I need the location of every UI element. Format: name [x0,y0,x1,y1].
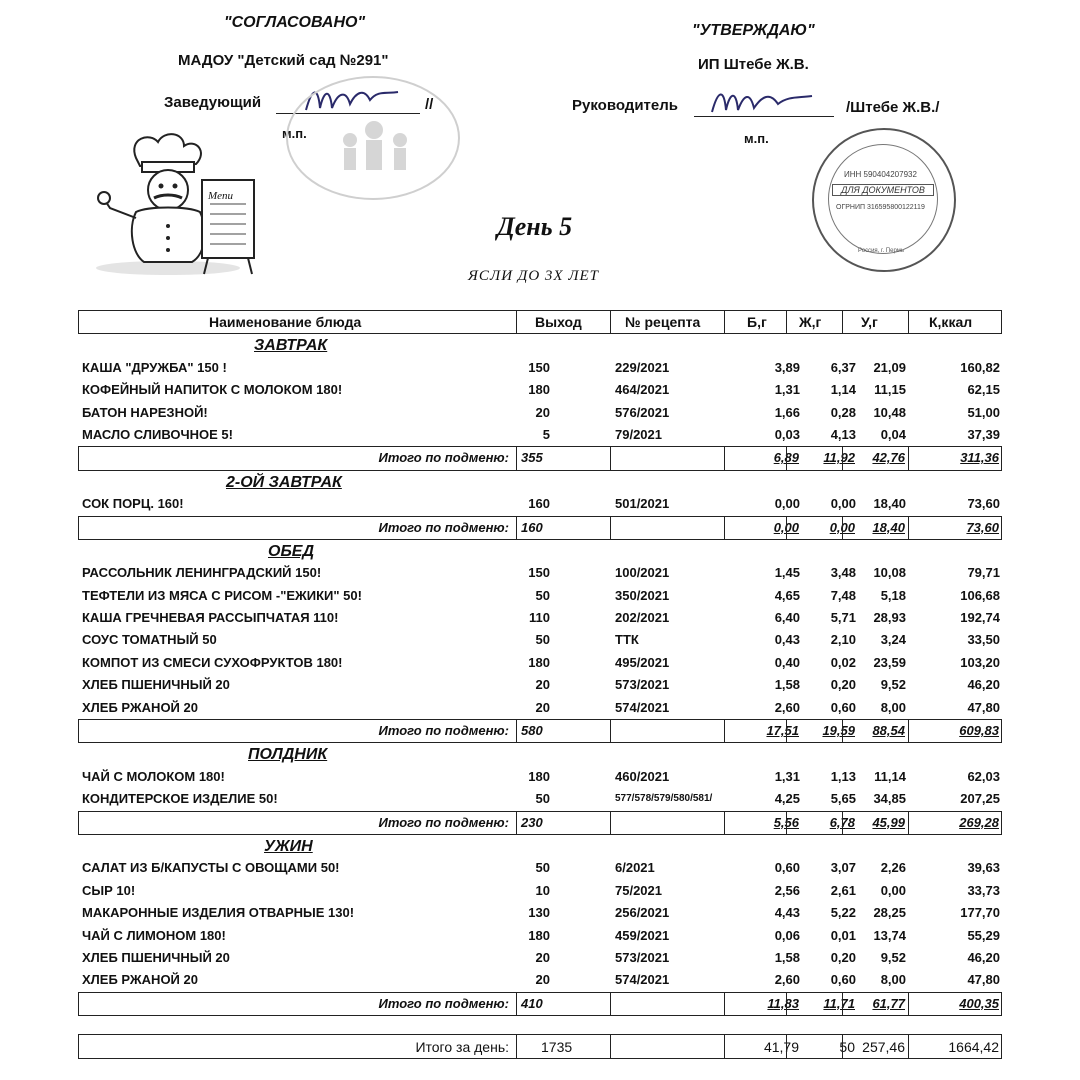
dish-proteins: 3,89 [774,359,800,375]
dish-row [78,766,1002,788]
dish-proteins: 2,56 [774,882,800,898]
left-stamp-place: м.п. [282,126,307,141]
column-divider [842,812,843,834]
dish-output: 150 [528,565,550,581]
dish-output: 180 [528,927,550,943]
dish-calories: 39,63 [967,860,1000,876]
dish-output: 180 [528,768,550,784]
dish-name: КОМПОТ ИЗ СМЕСИ СУХОФРУКТОВ 180! [82,654,343,670]
dish-name: ХЛЕБ ПШЕНИЧНЫЙ 20 [82,677,230,693]
day-total-row [78,1034,1002,1058]
column-divider [724,812,725,834]
subtotal-row [78,516,1002,540]
dish-name: МАСЛО СЛИВОЧНОЕ 5! [82,426,233,442]
dish-name: ХЛЕБ РЖАНОЙ 20 [82,699,198,715]
dish-recipe-number: 577/578/579/580/581/ [615,793,713,805]
dish-proteins: 1,58 [774,677,800,693]
subtotal-label: Итого по подменю: [378,450,509,466]
dish-recipe-number: 75/2021 [615,882,662,898]
column-divider [610,720,611,742]
column-divider [516,517,517,539]
subtotal-proteins: 0,00 [773,519,799,535]
dish-name: ЧАЙ С ЛИМОНОМ 180! [82,927,226,943]
dish-fats: 2,10 [830,632,856,648]
column-divider [842,517,843,539]
dish-fats: 6,37 [830,359,856,375]
day-total-calories: 1664,42 [948,1039,999,1056]
dish-fats: 0,60 [830,972,856,988]
dish-output: 110 [529,610,550,626]
dish-fats: 0,60 [830,699,856,715]
subtotal-carbs: 45,99 [872,814,905,830]
dish-output: 20 [535,677,550,693]
dish-fats: 2,61 [830,882,856,898]
dish-carbs: 34,85 [873,791,906,807]
dish-carbs: 8,00 [880,699,906,715]
stamp-for-documents: ДЛЯ ДОКУМЕНТОВ [832,184,934,196]
children-emblem-icon [288,78,458,198]
dish-proteins: 6,40 [774,610,800,626]
subtotal-output: 580 [521,723,543,739]
dish-recipe-number: 202/2021 [615,610,670,626]
subtotal-carbs: 61,77 [872,995,905,1011]
dish-output: 180 [528,654,550,670]
dish-name: РАССОЛЬНИК ЛЕНИНГРАДСКИЙ 150! [82,565,322,581]
dish-carbs: 9,52 [880,949,906,965]
column-divider [610,993,611,1015]
dish-name: КАША ГРЕЧНЕВАЯ РАССЫПЧАТАЯ 110! [82,610,339,626]
dish-row [78,424,1002,446]
dish-proteins: 0,60 [774,860,800,876]
dish-calories: 73,60 [967,496,1000,512]
dish-proteins: 0,03 [774,426,800,442]
chef-illustration [88,128,278,280]
dish-output: 50 [535,632,550,648]
dish-name: СЫР 10! [82,882,136,898]
table-header-row [78,310,1002,334]
subtotal-output: 355 [521,450,543,466]
dish-output: 20 [535,699,550,715]
dish-row [78,925,1002,947]
column-divider [908,812,909,834]
dish-fats: 4,13 [830,426,856,442]
column-divider [842,720,843,742]
dish-carbs: 11,15 [874,382,906,398]
approval-left-title: "СОГЛАСОВАНО" [224,14,366,31]
dish-output: 10 [535,882,550,898]
dish-fats: 1,14 [830,382,856,398]
dish-carbs: 21,09 [873,359,906,375]
header-output: Выход [535,314,582,330]
dish-row [78,402,1002,424]
stamp-ogrn: ОГРНИП 316595800122119 [836,204,925,211]
dish-row [78,629,1002,651]
dish-carbs: 0,04 [880,426,906,442]
dish-name: БАТОН НАРЕЗНОЙ! [82,404,208,420]
column-divider [516,812,517,834]
dish-fats: 0,20 [830,949,856,965]
dish-row [78,357,1002,379]
column-divider [786,517,787,539]
right-stamp-place: м.п. [744,131,769,146]
dish-calories: 62,15 [967,382,1000,398]
column-divider [786,812,787,834]
dish-proteins: 1,45 [774,565,800,581]
dish-calories: 37,39 [967,426,1000,442]
dish-recipe-number: 576/2021 [615,404,670,420]
dish-proteins: 0,06 [774,927,800,943]
dish-fats: 5,71 [830,610,856,626]
dish-proteins: 0,00 [774,496,800,512]
header-calories: К,ккал [929,314,973,330]
company-stamp [812,128,956,272]
column-divider [516,993,517,1015]
dish-output: 50 [535,860,550,876]
dish-row [78,652,1002,674]
menu-sections [78,334,1002,1016]
subtotal-carbs: 88,54 [872,723,905,739]
column-divider [786,720,787,742]
dish-recipe-number: 495/2021 [615,654,670,670]
director-signer-label: Руководитель [572,97,678,114]
dish-output: 160 [528,496,550,512]
section-title: ПОЛДНИК [248,746,328,764]
entrepreneur-name: ИП Штебе Ж.В. [698,56,809,73]
company-stamp-inner [828,144,938,254]
dish-row [78,607,1002,629]
column-divider [908,993,909,1015]
subtotal-proteins: 11,83 [767,995,799,1011]
dish-fats: 0,28 [830,404,856,420]
dish-fats: 0,02 [830,654,856,670]
subtotal-output: 410 [521,995,543,1011]
subtotal-fats: 19,59 [822,723,855,739]
dish-calories: 46,20 [967,949,1000,965]
dish-fats: 3,48 [830,565,856,581]
dish-name: КАША "ДРУЖБА" 150 ! [82,359,227,375]
dish-fats: 0,20 [830,677,856,693]
dish-row [78,379,1002,401]
dish-fats: 7,48 [830,587,856,603]
dish-carbs: 10,48 [873,404,906,420]
section-title-row [78,540,1002,562]
dish-proteins: 1,31 [774,768,800,784]
subtotal-output: 230 [521,814,543,830]
section-title: ЗАВТРАК [254,337,328,355]
subtotal-calories: 311,36 [960,450,999,466]
section-title-row [78,835,1002,857]
dish-carbs: 18,40 [873,496,906,512]
section-title: 2-ОЙ ЗАВТРАК [226,473,342,491]
dish-proteins: 4,43 [774,905,800,921]
kindergarten-stamp [286,76,460,200]
stamp-inn: ИНН 590404207932 [844,170,917,179]
director-name-signed: /Штебе Ж.В./ [846,99,940,116]
approval-right-title: "УТВЕРЖДАЮ" [692,22,815,39]
subtotal-row [78,811,1002,835]
dish-calories: 47,80 [967,699,1000,715]
section-title-row [78,334,1002,356]
column-divider [786,447,787,469]
dish-row [78,969,1002,991]
dish-carbs: 8,00 [880,972,906,988]
dish-name: МАКАРОННЫЕ ИЗДЕЛИЯ ОТВАРНЫЕ 130! [82,905,355,921]
dish-row [78,585,1002,607]
subtotal-calories: 73,60 [966,519,999,535]
section-title: ОБЕД [268,542,314,560]
dish-output: 20 [535,972,550,988]
menu-table [78,310,1002,1059]
column-divider [610,447,611,469]
dish-recipe-number: ТТК [615,632,639,648]
subtotal-proteins: 17,51 [766,723,799,739]
day-title: День 5 [497,212,573,241]
dish-fats: 0,01 [830,927,856,943]
dish-recipe-number: 459/2021 [615,927,670,943]
column-divider [724,993,725,1015]
dish-name: ХЛЕБ РЖАНОЙ 20 [82,972,198,988]
column-divider [610,812,611,834]
subtotal-proteins: 6,89 [773,450,799,466]
column-divider [724,447,725,469]
dish-name: СОУС ТОМАТНЫЙ 50 [82,632,217,648]
day-total-label: Итого за день: [415,1039,509,1056]
dish-calories: 79,71 [967,565,1000,581]
dish-carbs: 0,00 [880,882,906,898]
day-total-carbs: 257,46 [862,1039,905,1056]
dish-name: ХЛЕБ ПШЕНИЧНЫЙ 20 [82,949,230,965]
section-title-row [78,471,1002,493]
dish-recipe-number: 256/2021 [615,905,670,921]
dish-output: 50 [535,791,550,807]
day-total-proteins: 41,79 [763,1039,799,1056]
dish-proteins: 2,60 [774,972,800,988]
dish-fats: 0,00 [830,496,856,512]
dish-row [78,697,1002,719]
section-title: УЖИН [264,837,313,855]
dish-proteins: 2,60 [774,699,800,715]
subtotal-carbs: 42,76 [872,450,905,466]
dish-recipe-number: 229/2021 [615,359,670,375]
subtotal-carbs: 18,40 [872,519,905,535]
dish-recipe-number: 100/2021 [615,565,670,581]
dish-row [78,947,1002,969]
dish-recipe-number: 573/2021 [615,677,670,693]
column-divider [786,993,787,1015]
dish-output: 20 [535,949,550,965]
column-divider [842,993,843,1015]
head-sign-end: // [425,96,434,113]
dish-proteins: 1,66 [774,404,800,420]
dish-carbs: 3,24 [880,632,906,648]
dish-proteins: 4,25 [774,791,800,807]
dish-row [78,788,1002,810]
subtotal-row [78,992,1002,1016]
subtotal-row [78,719,1002,743]
dish-carbs: 13,74 [873,927,906,943]
dish-calories: 160,82 [960,359,1000,375]
dish-calories: 103,20 [960,654,1000,670]
column-divider [724,517,725,539]
subtotal-calories: 609,83 [959,723,999,739]
chef-menu-title: Menu [208,190,234,202]
column-divider [516,720,517,742]
dish-proteins: 4,65 [774,587,800,603]
age-group-title: ЯСЛИ ДО 3Х ЛЕТ [468,268,599,284]
dish-proteins: 1,31 [774,382,800,398]
dish-recipe-number: 574/2021 [615,972,670,988]
dish-recipe-number: 350/2021 [615,587,670,603]
dish-carbs: 5,18 [880,587,906,603]
subtotal-proteins: 5,56 [773,814,799,830]
dish-fats: 5,65 [830,791,856,807]
dish-recipe-number: 501/2021 [615,496,670,512]
dish-proteins: 0,40 [774,654,800,670]
dish-fats: 3,07 [830,860,856,876]
dish-row [78,493,1002,515]
dish-name: ЧАЙ С МОЛОКОМ 180! [82,768,225,784]
dish-output: 150 [528,359,550,375]
dish-carbs: 10,08 [873,565,906,581]
dish-name: КОНДИТЕРСКОЕ ИЗДЕЛИЕ 50! [82,791,278,807]
subtotal-fats: 0,00 [829,519,855,535]
dish-row [78,674,1002,696]
dish-output: 5 [542,426,550,442]
dish-row [78,902,1002,924]
dish-carbs: 11,14 [874,768,906,784]
dish-row [78,562,1002,584]
subtotal-label: Итого по подменю: [378,519,509,535]
dish-calories: 106,68 [960,587,1000,603]
header-carbs: У,г [861,314,878,330]
head-signer-label: Заведующий [164,94,262,111]
director-signature [706,82,816,122]
dish-row [78,880,1002,902]
column-divider [908,720,909,742]
dish-recipe-number: 574/2021 [615,699,670,715]
dish-calories: 62,03 [967,768,1000,784]
column-divider [908,517,909,539]
dish-recipe-number: 79/2021 [615,426,662,442]
dish-output: 20 [535,404,550,420]
dish-carbs: 28,93 [873,610,906,626]
dish-name: ТЕФТЕЛИ ИЗ МЯСА С РИСОМ -"ЕЖИКИ" 50! [82,587,362,603]
dish-recipe-number: 6/2021 [615,860,655,876]
kindergarten-name: МАДОУ "Детский сад №291" [178,52,389,69]
dish-output: 50 [535,587,550,603]
header-recipe-number: № рецепта [625,314,701,330]
dish-calories: 192,74 [960,610,1000,626]
subtotal-row [78,446,1002,470]
dish-name: КОФЕЙНЫЙ НАПИТОК С МОЛОКОМ 180! [82,382,343,398]
day-total-fats: 50 [839,1039,855,1056]
dish-carbs: 2,26 [880,860,906,876]
subtotal-label: Итого по подменю: [378,814,509,830]
subtotal-fats: 6,78 [829,814,855,830]
stamp-city: Россия, г. Пермь [858,248,905,254]
header-fats: Ж,г [799,314,822,330]
header-dish-name: Наименование блюда [209,314,362,330]
dish-carbs: 9,52 [880,677,906,693]
column-divider [610,517,611,539]
dish-fats: 5,22 [830,905,856,921]
dish-calories: 177,70 [960,905,1000,921]
column-divider [516,447,517,469]
column-divider [908,447,909,469]
dish-output: 180 [528,382,550,398]
subtotal-calories: 269,28 [959,814,999,830]
column-divider [842,447,843,469]
dish-fats: 1,13 [830,768,856,784]
dish-carbs: 23,59 [873,654,906,670]
subtotal-calories: 400,35 [959,995,999,1011]
dish-recipe-number: 460/2021 [615,768,670,784]
dish-name: СОК ПОРЦ. 160! [82,496,184,512]
subtotal-fats: 11,92 [823,450,855,466]
column-divider [724,720,725,742]
dish-calories: 33,73 [967,882,1000,898]
subtotal-label: Итого по подменю: [378,995,509,1011]
dish-calories: 33,50 [967,632,1000,648]
dish-carbs: 28,25 [873,905,906,921]
subtotal-output: 160 [521,519,543,535]
dish-recipe-number: 573/2021 [615,949,670,965]
header-proteins: Б,г [747,314,767,330]
dish-calories: 47,80 [967,972,1000,988]
dish-proteins: 1,58 [774,949,800,965]
day-total-output: 1735 [541,1039,573,1056]
dish-recipe-number: 464/2021 [615,382,670,398]
dish-name: САЛАТ ИЗ Б/КАПУСТЫ С ОВОЩАМИ 50! [82,860,340,876]
dish-calories: 46,20 [967,677,1000,693]
dish-calories: 207,25 [960,791,1000,807]
dish-calories: 51,00 [967,404,1000,420]
dish-calories: 55,29 [967,927,1000,943]
dish-output: 130 [528,905,550,921]
subtotal-fats: 11,71 [823,995,855,1011]
section-title-row [78,743,1002,765]
subtotal-label: Итого по подменю: [378,723,509,739]
dish-row [78,857,1002,879]
dish-proteins: 0,43 [774,632,800,648]
